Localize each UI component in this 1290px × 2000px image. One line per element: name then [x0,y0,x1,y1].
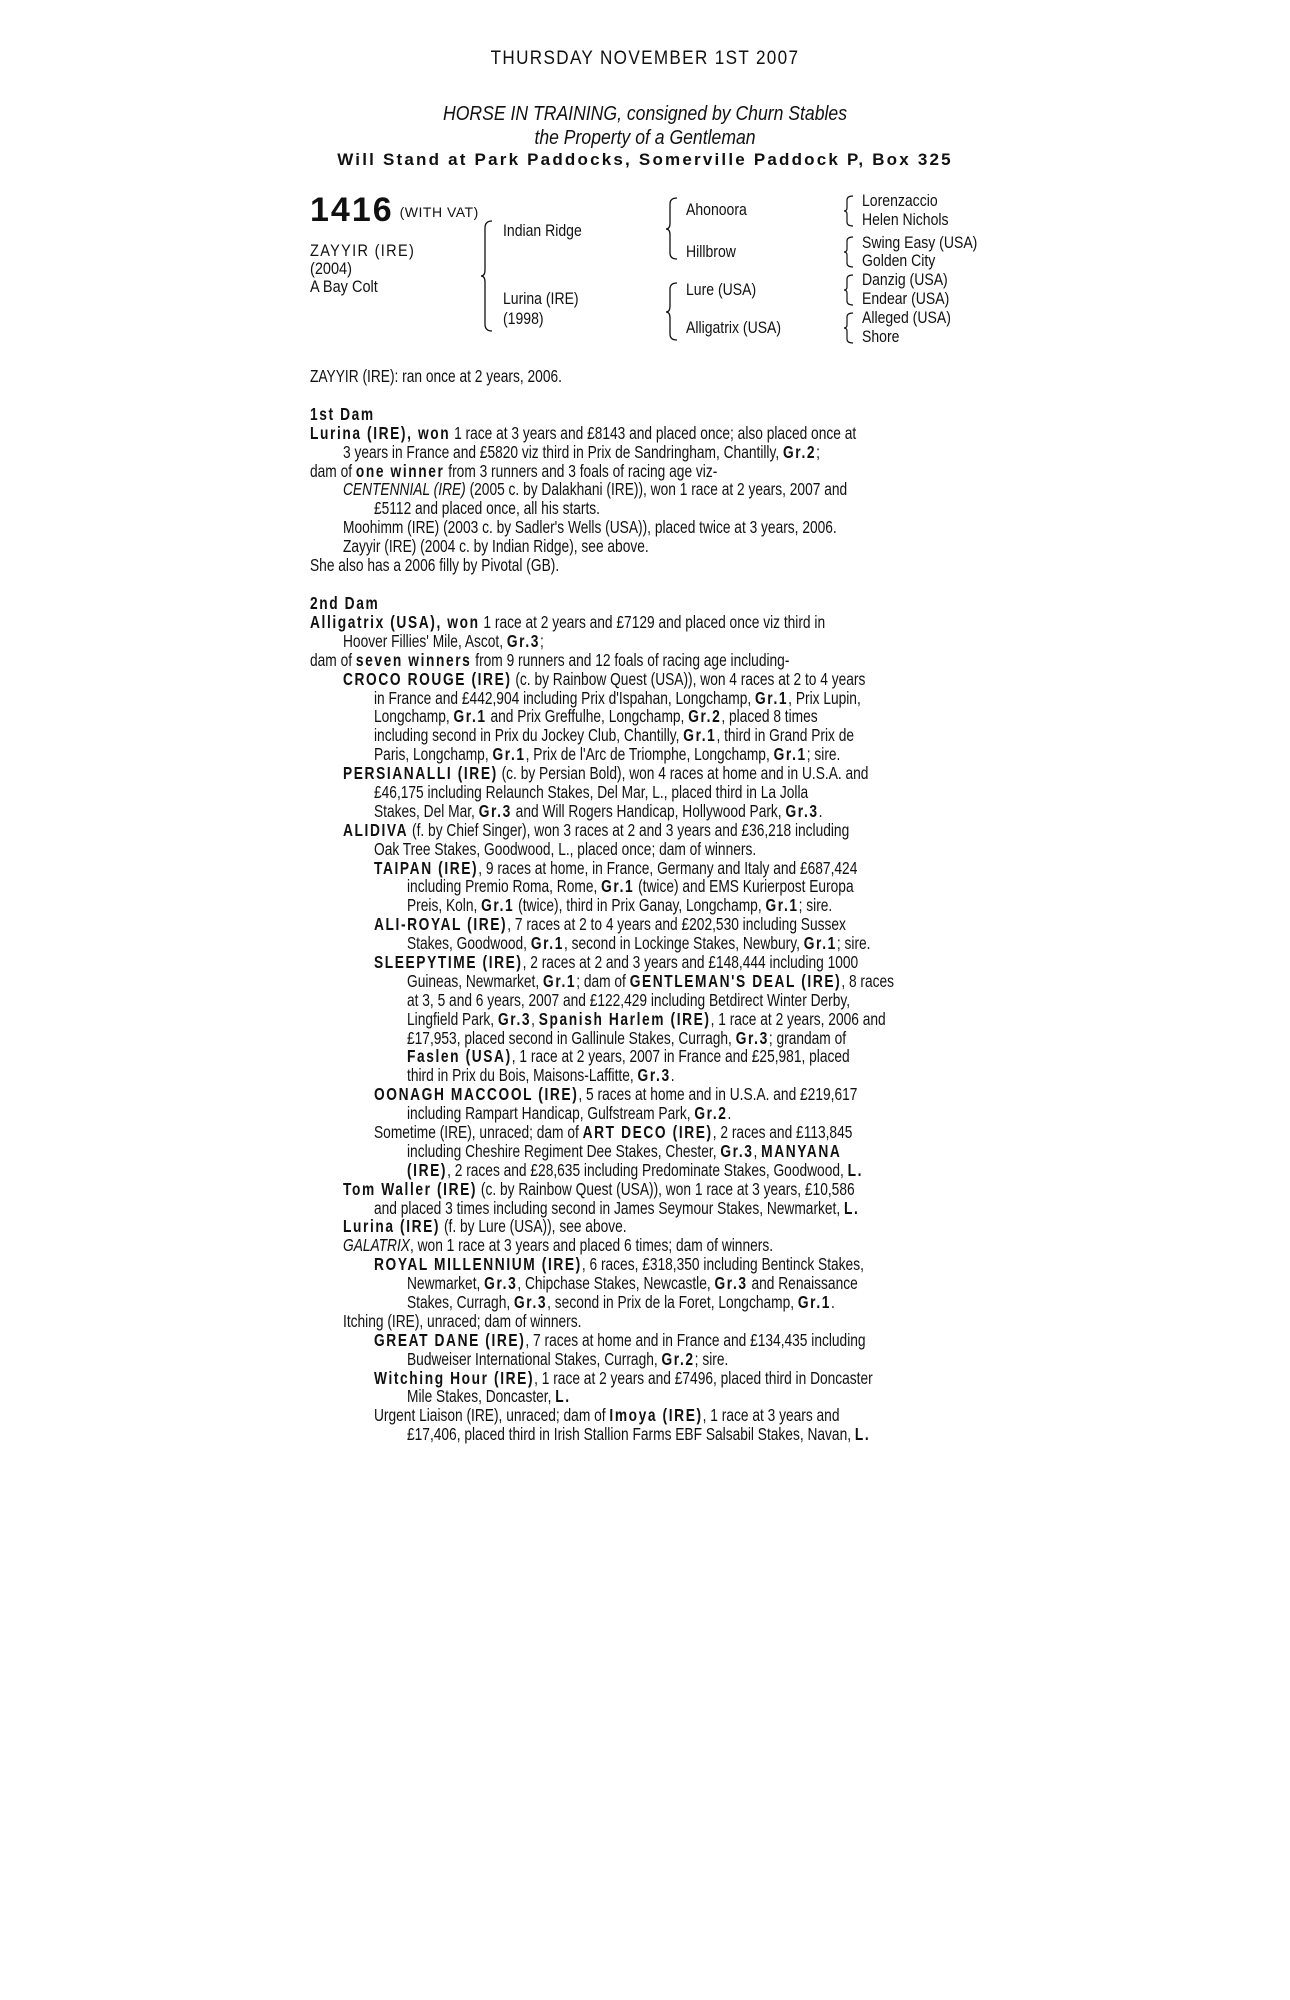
text-run: Longchamp, [374,706,454,726]
text-run: (2005 c. by Dalakhani (IRE)), won 1 race at 2 years, 2007 and [465,479,848,499]
pedigree-dam-sire: Lure (USA) [686,281,757,299]
second-dam-line [374,745,840,764]
text-run: ; sire. [798,895,833,915]
text-run: Gr.3 [785,801,819,821]
text-run: , second in Lockinge Stakes, Newbury, [563,933,804,953]
second-dam-line [407,1274,858,1293]
text-run: Gr.3 [497,1009,532,1029]
text-run: , 6 races, £318,350 including Bentinck Stakes, [581,1254,864,1274]
pedigree-brace-g12 [843,195,855,231]
text-run: Hoover Fillies' Mile, Ascot, [343,631,507,651]
pedigree-g7: Alleged (USA) [862,309,951,327]
pedigree-g3: Swing Easy (USA) [862,234,978,252]
second-dam-line [343,632,544,651]
text-run: 1 race at 3 years and £8143 and placed once; also placed once at [450,423,857,443]
text-run: Gr.1 [453,706,487,726]
second-dam-line [374,1331,866,1350]
second-dam-line [374,802,822,821]
text-run: Gr.3 [478,801,512,821]
text-run: , third in Grand Prix de [716,725,854,745]
lot-number-value: 1416 [310,191,394,229]
second-dam-line [374,915,846,934]
pedigree-g4: Golden City [862,252,936,270]
text-run: Gr.3 [714,1273,748,1293]
second-dam-line [407,1010,886,1029]
second-dam-line [374,1255,864,1274]
text-run: ALI-ROYAL (IRE) [374,914,508,934]
text-run: GREAT DANE (IRE) [374,1330,526,1350]
text-run: Gr.3 [720,1141,754,1161]
text-run: and placed 3 times including second in James Seymour Stakes, Newmarket, [374,1198,845,1218]
text-run: Gr.1 [765,895,799,915]
second-dam-line [407,1104,731,1123]
text-run: Paris, Longchamp, [374,744,493,764]
second-dam-line [374,1406,839,1425]
pedigree-brace-g56 [843,274,855,310]
second-dam-line [374,1123,852,1142]
text-run: Gr.2 [782,442,817,462]
text-run: ALIDIVA [343,820,409,840]
text-run: ; [540,631,544,651]
text-run: Gr.3 [637,1065,671,1085]
second-dam-line [374,953,858,972]
second-dam-line [343,1217,627,1236]
horse-name: ZAYYIR (IRE) [310,242,416,260]
pedigree-brace-dam [665,282,679,346]
first-dam-line [310,462,717,481]
text-run: MANYANA [761,1141,842,1161]
horse-info [310,242,415,296]
second-dam-line [310,613,825,632]
pedigree-brace-sire [665,197,679,265]
first-dam-line [343,480,847,499]
text-run: Imoya (IRE) [609,1405,703,1425]
text-run: , won 1 race at 3 years and placed 6 times; dam of winners. [409,1235,774,1255]
text-run: Preis, Koln, [407,895,482,915]
second-dam-line [407,972,894,991]
text-run: . [818,801,823,821]
text-run: (c. by Rainbow Quest (USA)), won 1 race at 3 years, £10,586 [477,1179,855,1199]
text-run: TAIPAN (IRE) [374,858,479,878]
text-run: Tom Waller (IRE) [343,1179,478,1199]
pedigree-dam-dam: Alligatrix (USA) [686,319,782,337]
pedigree-dam: Lurina (IRE) [503,290,579,308]
text-run: ; dam of [576,971,630,991]
text-run: third in Prix du Bois, Maisons-Laffitte, [407,1065,638,1085]
first-dam-line: £5112 and placed once, all his starts. [374,498,601,518]
second-dam-line [407,896,832,915]
pedigree-g2: Helen Nichols [862,211,949,229]
pedigree-sire: Indian Ridge [503,222,582,240]
text-run: , [753,1141,762,1161]
second-dam-line [407,1066,675,1085]
text-run: from 3 runners and 3 foals of racing age viz- [444,461,718,481]
first-dam-line: Zayyir (IRE) (2004 c. by Indian Ridge), see above. [343,536,649,556]
text-run: , [531,1009,539,1029]
text-run: ART DECO (IRE) [582,1122,713,1142]
text-run: , 1 race at 2 years, 2007 in France and £25,981, placed [511,1046,850,1066]
pedigree-sire-dam: Hillbrow [686,243,736,261]
text-run: , 2 races at 2 and 3 years and £148,444 including 1000 [522,952,859,972]
text-run: Gr.2 [694,1103,728,1123]
text-run: Gr.1 [481,895,515,915]
consignment-line: HORSE IN TRAINING, consigned by Churn Stables [443,103,847,125]
second-dam-line [407,877,854,896]
text-run: one winner [355,461,445,481]
text-run: ROYAL MILLENNIUM (IRE) [374,1254,582,1274]
text-run: Stakes, Curragh, [407,1292,514,1312]
text-run: Gr.1 [530,933,564,953]
text-run: Stakes, Goodwood, [407,933,531,953]
second-dam-line [374,726,854,745]
second-dam-line: Oak Tree Stakes, Goodwood, L., placed once; dam of winners. [374,839,757,859]
property-line: the Property of a Gentleman [534,127,756,149]
text-run: Gr.3 [735,1028,769,1048]
text-run: , 1 race at 2 years, 2006 and [710,1009,886,1029]
first-dam-line [343,443,820,462]
text-run: Stakes, Del Mar, [374,801,479,821]
text-run: Guineas, Newmarket, [407,971,544,991]
second-dam-line [407,934,871,953]
text-run: , 7 races at 2 to 4 years and £202,530 including Sussex [507,914,846,934]
vat-note: (WITH VAT) [399,204,479,220]
text-run: , 8 races [841,971,895,991]
text-run: , 1 race at 3 years and [702,1405,840,1425]
text-run: Gr.1 [803,933,837,953]
text-run: , Prix Lupin, [788,688,861,708]
pedigree-sire-sire: Ahonoora [686,201,747,219]
text-run: , 1 race at 2 years and £7496, placed third in Doncaster [534,1368,873,1388]
text-run: £17,406, placed third in Irish Stallion Farms EBF Salsabil Stakes, Navan, [407,1424,855,1444]
text-run: dam of [310,650,356,670]
text-run: , second in Prix de la Foret, Longchamp, [547,1292,798,1312]
second-dam-line [407,1387,571,1406]
text-run: . [670,1065,675,1085]
text-run: Urgent Liaison (IRE), unraced; dam of [374,1405,610,1425]
text-run: . [831,1292,835,1312]
text-run: Gr.3 [514,1292,548,1312]
text-run: L. [847,1160,864,1180]
text-run: , 5 races at home and in U.S.A. and £219,617 [578,1084,858,1104]
text-run: Lurina (IRE) [343,1216,441,1236]
second-dam-line [343,670,865,689]
second-dam-line [343,1180,855,1199]
text-run: (twice) and EMS Kurierpost Europa [634,876,854,896]
pedigree-g5: Danzig (USA) [862,271,948,289]
second-dam-line [374,689,861,708]
second-dam-line [343,821,849,840]
text-run: CENTENNIAL (IRE) [343,479,466,499]
pedigree-brace-g34 [843,236,855,272]
second-dam-line [310,651,789,670]
text-run: Lingfield Park, [407,1009,498,1029]
pedigree-dam-year: (1998) [503,310,544,328]
second-dam-heading: 2nd Dam [310,593,380,613]
pedigree-brace-g78 [843,312,855,348]
second-dam-line: Itching (IRE), unraced; dam of winners. [343,1311,582,1331]
text-run: in France and £442,904 including Prix d'Ispahan, Longchamp, [374,688,756,708]
text-run: ; sire. [806,744,841,764]
second-dam-line [343,764,868,783]
text-run: Alligatrix (USA), won [310,612,480,632]
text-run: (twice), third in Prix Ganay, Longchamp, [514,895,766,915]
second-dam-line [374,1199,859,1218]
text-run: (c. by Rainbow Quest (USA)), won 4 races at 2 to 4 years [511,669,866,689]
text-run: dam of [310,461,356,481]
text-run: Gr.1 [601,876,635,896]
pedigree-g1: Lorenzaccio [862,192,938,210]
second-dam-line [407,1142,841,1161]
text-run: L. [555,1386,571,1406]
second-dam-line: £46,175 including Relaunch Stakes, Del Mar, L., placed third in La Jolla [374,782,809,802]
text-run: L. [844,1198,860,1218]
text-run: Mile Stakes, Doncaster, [407,1386,556,1406]
first-dam-heading: 1st Dam [310,404,375,424]
text-run: GENTLEMAN'S DEAL (IRE) [629,971,842,991]
stand-location: Will Stand at Park Paddocks, Somerville Paddock P, Box 325 [337,150,953,169]
text-run: Gr.1 [755,688,789,708]
text-run: Sometime (IRE), unraced; dam of [374,1122,583,1142]
second-dam-line [407,1293,835,1312]
second-dam-line [407,1029,846,1048]
pedigree-g6: Endear (USA) [862,290,950,308]
text-run: OONAGH MACCOOL (IRE) [374,1084,579,1104]
horse-description: A Bay Colt [310,278,378,296]
text-run: PERSIANALLI (IRE) [343,763,498,783]
text-run: . [727,1103,732,1123]
text-run: and Prix Greffulhe, Longchamp, [486,706,689,726]
text-run: Gr.2 [688,706,722,726]
sale-date: THURSDAY NOVEMBER 1ST 2007 [490,48,800,69]
text-run: (c. by Persian Bold), won 4 races at home and in U.S.A. and [497,763,869,783]
second-dam-line: at 3, 5 and 6 years, 2007 and £122,429 including Betdirect Winter Derby, [407,990,851,1010]
text-run: from 9 runners and 12 foals of racing age including- [471,650,790,670]
text-run: including Premio Roma, Rome, [407,876,602,896]
text-run: Gr.1 [543,971,577,991]
text-run: ; [816,442,820,462]
text-run: seven winners [355,650,472,670]
text-run: (f. by Lure (USA)), see above. [440,1216,627,1236]
text-run: 1 race at 2 years and £7129 and placed once viz third in [479,612,826,632]
text-run: SLEEPYTIME (IRE) [374,952,523,972]
second-dam-line [343,1236,773,1255]
text-run: Gr.1 [492,744,526,764]
text-run: Gr.1 [797,1292,832,1312]
lot-number [310,191,479,230]
text-run: , Chipchase Stakes, Newcastle, [517,1273,715,1293]
text-run: Newmarket, [407,1273,485,1293]
text-run: , 2 races and £28,635 including Predominate Stakes, Goodwood, [447,1160,848,1180]
second-dam-line [407,1425,870,1444]
text-run: Lurina (IRE), won [310,423,451,443]
text-run: Witching Hour (IRE) [374,1368,535,1388]
text-run: , placed 8 times [721,706,818,726]
text-run: ; sire. [694,1349,729,1369]
pedigree-g8: Shore [862,328,900,346]
text-run: Faslen (USA) [407,1046,512,1066]
second-dam-line [407,1047,850,1066]
text-run: , Prix de l'Arc de Triomphe, Longchamp, [525,744,774,764]
text-run: 3 years in France and £5820 viz third in Prix de Sandringham, Chantilly, [343,442,783,462]
pedigree-brace-main [480,220,494,336]
text-run: L. [854,1424,871,1444]
second-dam-line [374,859,857,878]
text-run: GALATRIX [343,1235,410,1255]
race-record: ZAYYIR (IRE): ran once at 2 years, 2006. [310,366,562,386]
text-run: , 7 races at home and in France and £134,435 including [525,1330,866,1350]
text-run: Gr.1 [773,744,807,764]
text-run: including Rampart Handicap, Gulfstream Park, [407,1103,695,1123]
text-run: , 2 races and £113,845 [712,1122,853,1142]
second-dam-line [374,1369,873,1388]
text-run: ; grandam of [768,1028,847,1048]
text-run: £17,953, placed second in Gallinule Stakes, Curragh, [407,1028,736,1048]
first-dam-line: She also has a 2006 filly by Pivotal (GB). [310,555,560,575]
text-run: (IRE) [407,1160,448,1180]
text-run: and Renaissance [747,1273,858,1293]
second-dam-line [374,1085,857,1104]
text-run: , 9 races at home, in France, Germany and Italy and £687,424 [478,858,858,878]
second-dam-line [407,1350,728,1369]
text-run: Gr.3 [506,631,541,651]
second-dam-line [374,707,818,726]
text-run: Gr.3 [484,1273,518,1293]
text-run: ; sire. [836,933,871,953]
text-run: CROCO ROUGE (IRE) [343,669,512,689]
second-dam-line [407,1161,863,1180]
text-run: including second in Prix du Jockey Club, Chantilly, [374,725,684,745]
first-dam-line [310,424,856,443]
horse-year: (2004) [310,260,352,278]
text-run: (f. by Chief Singer), won 3 races at 2 and 3 years and £36,218 including [408,820,850,840]
text-run: including Cheshire Regiment Dee Stakes, Chester, [407,1141,721,1161]
first-dam-line: Moohimm (IRE) (2003 c. by Sadler's Wells (USA)), placed twice at 3 years, 2006. [343,517,837,537]
text-run: and Will Rogers Handicap, Hollywood Park, [511,801,786,821]
text-run: Gr.1 [683,725,717,745]
text-run: Gr.2 [661,1349,695,1369]
text-run: Spanish Harlem (IRE) [538,1009,711,1029]
text-run: Budweiser International Stakes, Curragh, [407,1349,662,1369]
